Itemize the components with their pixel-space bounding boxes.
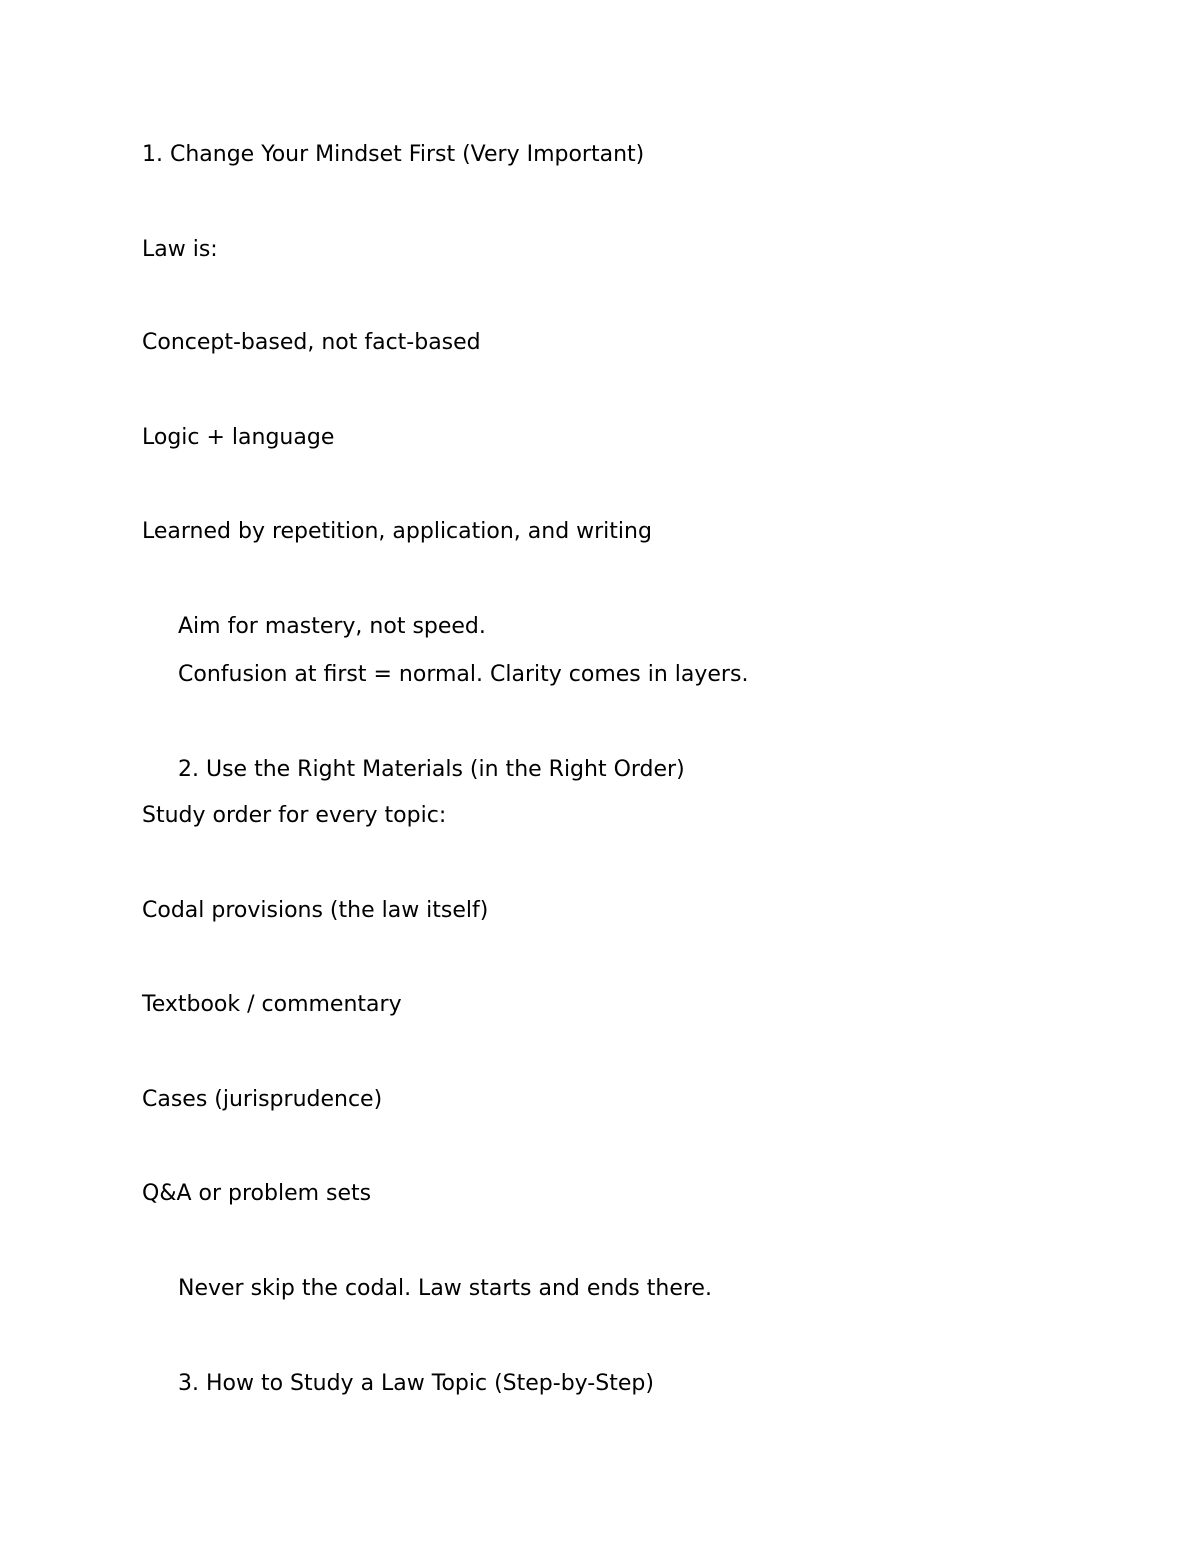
tip-confusion: Confusion at first = normal. Clarity comes in layers. — [178, 662, 749, 687]
paragraph-qa: Q&A or problem sets — [142, 1181, 372, 1206]
section-heading-how-to-study: 3. How to Study a Law Topic (Step-by-Step) — [178, 1371, 654, 1396]
paragraph-study-order: Study order for every topic: — [142, 803, 447, 828]
paragraph-logic-language: Logic + language — [142, 425, 335, 450]
paragraph-codal-provisions: Codal provisions (the law itself) — [142, 898, 489, 923]
section-heading-mindset: 1. Change Your Mindset First (Very Important) — [142, 142, 645, 167]
tip-codal: Never skip the codal. Law starts and ends there. — [178, 1276, 712, 1301]
paragraph-textbook: Textbook / commentary — [142, 992, 402, 1017]
paragraph-concept-based: Concept-based, not fact-based — [142, 330, 481, 355]
section-heading-materials: 2. Use the Right Materials (in the Right Order) — [178, 757, 685, 782]
tip-mastery: Aim for mastery, not speed. — [178, 614, 486, 639]
paragraph-learned-by: Learned by repetition, application, and writing — [142, 519, 652, 544]
paragraph-law-is: Law is: — [142, 237, 218, 262]
paragraph-cases: Cases (jurisprudence) — [142, 1087, 383, 1112]
